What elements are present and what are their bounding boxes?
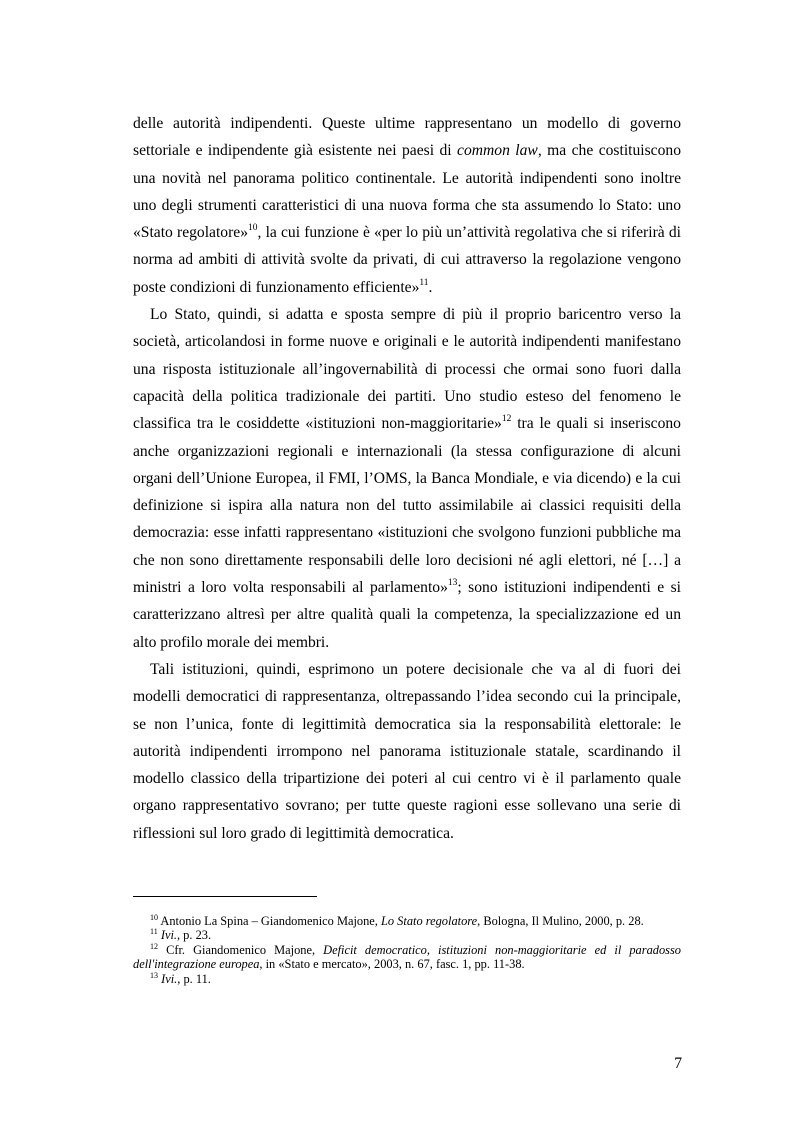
italic-text: Ivi. bbox=[160, 928, 177, 943]
text-run: delle autorità indipendenti. Queste ultime rappresentano un modello di governo settoriale e indipendente già esistente nei paesi di bbox=[133, 115, 681, 160]
footnote-ref: 13 bbox=[150, 970, 158, 980]
footnote-ref: 12 bbox=[501, 414, 512, 425]
text-run: , la cui funzione è «per lo più un’attività regolativa che si riferirà di norma ad ambiti di attività svolte da privati, di cui attraverso la regolazione vengono poste condizioni di funzionamento efficiente» bbox=[133, 224, 681, 296]
footnote bbox=[133, 943, 681, 972]
footnote-ref: 11 bbox=[419, 277, 429, 288]
footnote-ref: 12 bbox=[150, 941, 158, 951]
text-run: ; sono istituzioni indipendenti e si caratterizzano altresì per altre qualità quali la competenza, la specializzazione ed un alto profilo morale dei membri. bbox=[133, 579, 681, 651]
italic-text: Lo Stato regolatore bbox=[381, 914, 478, 928]
text-run: Lo Stato, quindi, si adatta e sposta sempre di più il proprio baricentro verso la società, articolandosi in forme nuove e originali e le autorità indipendenti manifestano una risposta istituzionale all’ingovernabilità di processi che ormai sono fuori dalla capacità della politica tradizionale dei partiti. Uno studio esteso del fenomeno le classifica tra le cosiddette «istituzioni non-maggioritarie» bbox=[133, 306, 681, 433]
footnotes bbox=[133, 914, 681, 986]
text-run: Cfr. Giandomenico Majone, bbox=[158, 942, 324, 957]
footnote-ref: 10 bbox=[248, 223, 258, 234]
text-run: , ma che costituiscono una novità nel panorama politico continentale. Le autorità indipendenti sono inoltre uno degli strumenti caratteristici di una nuova forma che sta assumendo lo Stato: uno «Stato regolatore» bbox=[133, 142, 681, 242]
text-run: tra le quali si inseriscono anche organizzazioni regionali e internazionali (la stessa configurazione di alcuni organi dell’Unione Europea, il FMI, l’OMS, la Banca Mondiale, e via dicendo) e la cui definizione si ispira alla natura non del tutto assimilabile ai classici requisiti della democrazia: esse infatti rappresentano «istituzioni che svolgono funzioni pubbliche ma che non sono direttamente responsabili delle loro decisioni né agli elettori, né […] a ministri a loro volta responsabili al parlamento» bbox=[133, 415, 681, 597]
footnote-separator bbox=[133, 896, 317, 897]
paragraph bbox=[133, 110, 681, 301]
text-run: Antonio La Spina – Giandomenico Majone, bbox=[158, 914, 381, 928]
text-run: Tali istituzioni, quindi, esprimono un potere decisionale che va al di fuori dei modelli democratici di rappresentanza, oltrepassando l’idea secondo cui la principale, se non l’unica, fonte di legittimità democratica sia la responsabilità elettorale: le autorità indipendenti irrompono nel panorama istituzionale statale, scardinando il modello classico della tripartizione dei poteri al cui centro vi è il parlamento quale organo rappresentativo sovrano; per tutte queste ragioni esse sollevano una serie di riflessioni sul loro grado di legittimità democratica. bbox=[133, 660, 681, 842]
italic-text: Deficit democratico, istituzioni non-maggioritarie ed il paradosso dell'integrazione europea bbox=[133, 942, 681, 972]
footnote bbox=[133, 972, 681, 986]
text-run: , p. 11. bbox=[177, 971, 211, 986]
footnote bbox=[133, 928, 681, 942]
footnote bbox=[133, 914, 681, 928]
italic-text: common law bbox=[457, 142, 538, 160]
footnote-ref: 13 bbox=[447, 578, 458, 589]
body-text bbox=[133, 110, 681, 847]
text-run: . bbox=[428, 278, 433, 296]
text-run: , in «Stato e mercato», 2003, n. 67, fasc. 1, pp. 11-38. bbox=[259, 957, 525, 972]
paragraph bbox=[133, 656, 681, 847]
italic-text: Ivi. bbox=[161, 971, 178, 986]
text-run: , Bologna, Il Mulino, 2000, p. 28. bbox=[477, 914, 644, 928]
footnote-ref: 11 bbox=[150, 927, 158, 937]
footnote-ref: 10 bbox=[150, 913, 158, 922]
text-run: , p. 23. bbox=[176, 928, 212, 943]
page-number: 7 bbox=[674, 1055, 682, 1072]
paragraph bbox=[133, 301, 681, 656]
